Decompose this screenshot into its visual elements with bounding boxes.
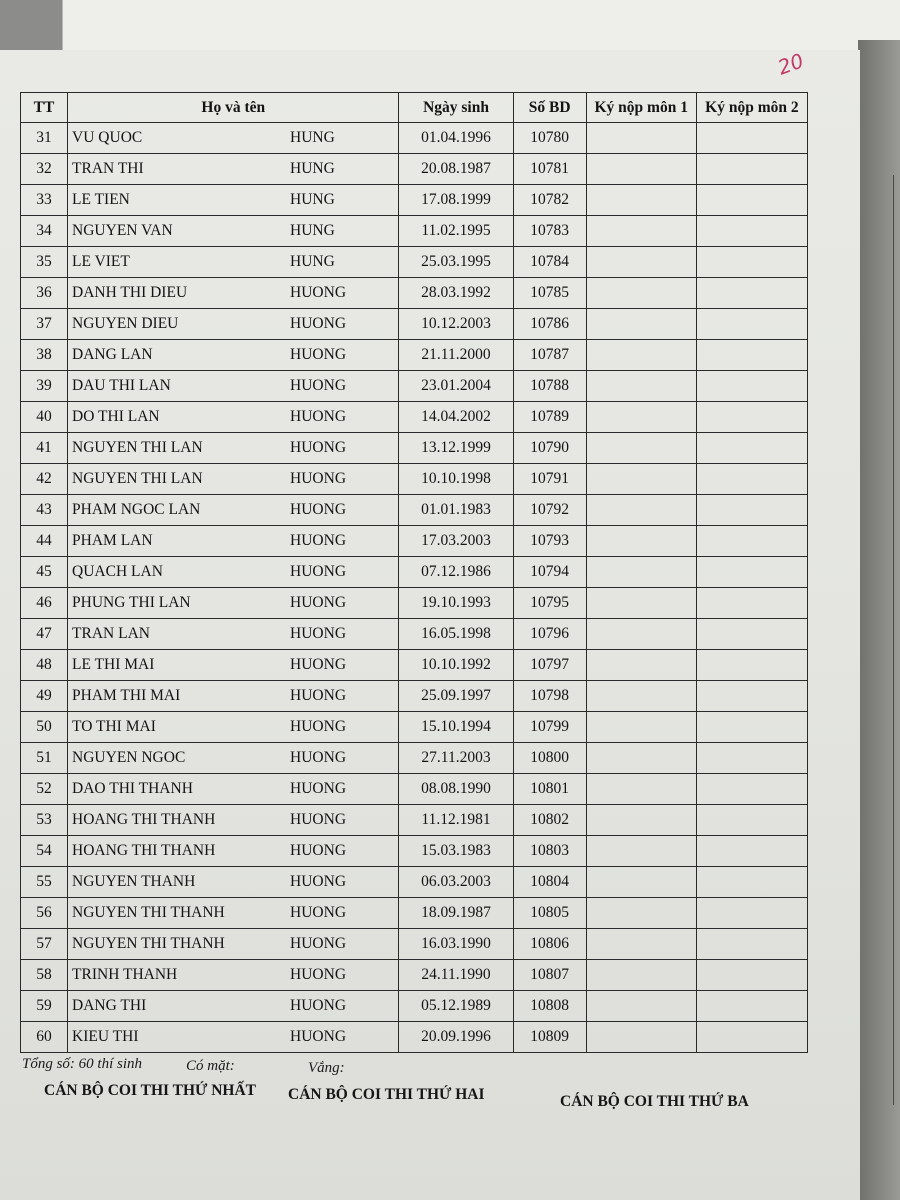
row-name <box>68 216 399 247</box>
row-tt: 47 <box>21 619 68 650</box>
row-tt: 44 <box>21 526 68 557</box>
row-tt: 48 <box>21 650 68 681</box>
table-row <box>21 154 808 185</box>
row-sign-subject-1[interactable] <box>586 805 696 836</box>
row-surname: TRAN THI <box>72 160 144 177</box>
row-given-name: HUONG <box>290 315 347 332</box>
row-tt: 42 <box>21 464 68 495</box>
row-given-name: HUONG <box>290 532 347 549</box>
row-name <box>68 185 399 216</box>
row-given-name: HUONG <box>290 625 347 642</box>
row-sign-subject-1[interactable] <box>586 433 696 464</box>
row-tt: 49 <box>21 681 68 712</box>
row-name <box>68 526 399 557</box>
row-sign-subject-2[interactable] <box>696 588 807 619</box>
row-surname: PHUNG THI LAN <box>72 594 191 611</box>
row-dob: 08.08.1990 <box>399 774 513 805</box>
row-dob: 19.10.1993 <box>399 588 513 619</box>
row-tt: 60 <box>21 1022 68 1053</box>
row-tt: 50 <box>21 712 68 743</box>
header-sign-subject-2: Ký nộp môn 2 <box>696 93 807 123</box>
row-given-name: HUONG <box>290 594 347 611</box>
row-sbd: 10798 <box>513 681 586 712</box>
row-sign-subject-2[interactable] <box>696 309 807 340</box>
row-surname: DO THI LAN <box>72 408 160 425</box>
row-name <box>68 805 399 836</box>
row-given-name: HUNG <box>290 191 335 208</box>
row-surname: VU QUOC <box>72 129 143 146</box>
row-tt: 58 <box>21 960 68 991</box>
row-tt: 33 <box>21 185 68 216</box>
row-tt: 31 <box>21 123 68 154</box>
row-sign-subject-2[interactable] <box>696 278 807 309</box>
row-dob: 14.04.2002 <box>399 402 513 433</box>
table-row <box>21 216 808 247</box>
row-name <box>68 960 399 991</box>
row-name <box>68 371 399 402</box>
row-name <box>68 433 399 464</box>
row-given-name: HUNG <box>290 129 335 146</box>
row-surname: NGUYEN THI LAN <box>72 439 203 456</box>
row-sign-subject-2[interactable] <box>696 247 807 278</box>
row-sbd: 10786 <box>513 309 586 340</box>
row-sign-subject-2[interactable] <box>696 619 807 650</box>
row-sbd: 10800 <box>513 743 586 774</box>
row-name <box>68 247 399 278</box>
row-dob: 28.03.1992 <box>399 278 513 309</box>
row-dob: 23.01.2004 <box>399 371 513 402</box>
row-tt: 36 <box>21 278 68 309</box>
row-sign-subject-2[interactable] <box>696 154 807 185</box>
table-row <box>21 929 808 960</box>
row-tt: 55 <box>21 867 68 898</box>
row-dob: 13.12.1999 <box>399 433 513 464</box>
row-tt: 38 <box>21 340 68 371</box>
row-given-name: HUONG <box>290 780 347 797</box>
row-sign-subject-2[interactable] <box>696 216 807 247</box>
row-sign-subject-1[interactable] <box>586 123 696 154</box>
row-sbd: 10804 <box>513 867 586 898</box>
row-sign-subject-2[interactable] <box>696 681 807 712</box>
row-sbd: 10781 <box>513 154 586 185</box>
table-row <box>21 402 808 433</box>
row-surname: NGUYEN THI THANH <box>72 904 225 921</box>
row-sign-subject-2[interactable] <box>696 464 807 495</box>
row-dob: 17.08.1999 <box>399 185 513 216</box>
row-name <box>68 588 399 619</box>
row-name <box>68 402 399 433</box>
row-surname: PHAM LAN <box>72 532 153 549</box>
row-given-name: HUONG <box>290 873 347 890</box>
row-sign-subject-1[interactable] <box>586 557 696 588</box>
row-given-name: HUONG <box>290 656 347 673</box>
row-surname: NGUYEN DIEU <box>72 315 179 332</box>
table-row <box>21 464 808 495</box>
row-sign-subject-1[interactable] <box>586 836 696 867</box>
row-given-name: HUNG <box>290 160 335 177</box>
table-row <box>21 991 808 1022</box>
header-tt: TT <box>21 93 68 123</box>
table-row <box>21 340 808 371</box>
row-name <box>68 743 399 774</box>
row-dob: 06.03.2003 <box>399 867 513 898</box>
row-dob: 15.03.1983 <box>399 836 513 867</box>
table-row <box>21 650 808 681</box>
row-sign-subject-2[interactable] <box>696 557 807 588</box>
row-sbd: 10809 <box>513 1022 586 1053</box>
row-surname: TRINH THANH <box>72 966 178 983</box>
row-surname: HOANG THI THANH <box>72 811 216 828</box>
row-surname: PHAM NGOC LAN <box>72 501 201 518</box>
row-sign-subject-1[interactable] <box>586 681 696 712</box>
row-sign-subject-1[interactable] <box>586 743 696 774</box>
table-row <box>21 123 808 154</box>
row-sign-subject-2[interactable] <box>696 123 807 154</box>
row-name <box>68 712 399 743</box>
row-name <box>68 929 399 960</box>
row-sign-subject-1[interactable] <box>586 495 696 526</box>
row-dob: 25.09.1997 <box>399 681 513 712</box>
row-given-name: HUONG <box>290 687 347 704</box>
row-dob: 17.03.2003 <box>399 526 513 557</box>
row-given-name: HUONG <box>290 811 347 828</box>
row-given-name: HUONG <box>290 749 347 766</box>
table-header-row <box>21 93 808 123</box>
row-sbd: 10807 <box>513 960 586 991</box>
table-row <box>21 588 808 619</box>
row-sign-subject-2[interactable] <box>696 991 807 1022</box>
row-sign-subject-1[interactable] <box>586 650 696 681</box>
header-sbd: Số BD <box>513 93 586 123</box>
row-name <box>68 774 399 805</box>
table-row <box>21 619 808 650</box>
row-sign-subject-2[interactable] <box>696 402 807 433</box>
row-name <box>68 898 399 929</box>
row-surname: QUACH LAN <box>72 563 163 580</box>
row-given-name: HUONG <box>290 935 347 952</box>
row-sign-subject-1[interactable] <box>586 185 696 216</box>
row-sign-subject-2[interactable] <box>696 836 807 867</box>
row-sign-subject-1[interactable] <box>586 867 696 898</box>
row-name <box>68 123 399 154</box>
row-sbd: 10797 <box>513 650 586 681</box>
row-sbd: 10795 <box>513 588 586 619</box>
row-name <box>68 650 399 681</box>
row-surname: LE TIEN <box>72 191 130 208</box>
background-paper-top <box>62 0 900 52</box>
row-tt: 35 <box>21 247 68 278</box>
row-dob: 15.10.1994 <box>399 712 513 743</box>
row-given-name: HUONG <box>290 1028 347 1045</box>
row-given-name: HUONG <box>290 408 347 425</box>
row-surname: LE VIET <box>72 253 130 270</box>
row-surname: DANG LAN <box>72 346 153 363</box>
row-name <box>68 278 399 309</box>
row-surname: NGUYEN NGOC <box>72 749 186 766</box>
row-sign-subject-1[interactable] <box>586 216 696 247</box>
row-given-name: HUONG <box>290 842 347 859</box>
row-sign-subject-1[interactable] <box>586 526 696 557</box>
signer-2-title: CÁN BỘ COI THI THỨ HAI <box>288 1086 485 1103</box>
row-sign-subject-2[interactable] <box>696 805 807 836</box>
row-tt: 37 <box>21 309 68 340</box>
row-sign-subject-2[interactable] <box>696 1022 807 1053</box>
row-name <box>68 619 399 650</box>
row-tt: 32 <box>21 154 68 185</box>
table-row <box>21 836 808 867</box>
row-given-name: HUONG <box>290 997 347 1014</box>
table-row <box>21 1022 808 1053</box>
row-sign-subject-1[interactable] <box>586 929 696 960</box>
row-sign-subject-1[interactable] <box>586 898 696 929</box>
row-sbd: 10789 <box>513 402 586 433</box>
table-row <box>21 371 808 402</box>
row-sbd: 10794 <box>513 557 586 588</box>
table-row <box>21 960 808 991</box>
row-surname: NGUYEN VAN <box>72 222 173 239</box>
row-given-name: HUONG <box>290 501 347 518</box>
handwritten-page-mark: 20 <box>774 48 807 80</box>
row-name <box>68 681 399 712</box>
present-label: Có mặt: <box>186 1058 235 1074</box>
row-dob: 20.08.1987 <box>399 154 513 185</box>
table-row <box>21 712 808 743</box>
row-surname: DANH THI DIEU <box>72 284 188 301</box>
row-sbd: 10783 <box>513 216 586 247</box>
row-sign-subject-2[interactable] <box>696 526 807 557</box>
row-tt: 57 <box>21 929 68 960</box>
table-row <box>21 495 808 526</box>
signer-1-title: CÁN BỘ COI THI THỨ NHẤT <box>44 1082 257 1099</box>
row-dob: 21.11.2000 <box>399 340 513 371</box>
row-sbd: 10790 <box>513 433 586 464</box>
row-sign-subject-1[interactable] <box>586 402 696 433</box>
row-sign-subject-1[interactable] <box>586 588 696 619</box>
row-surname: TRAN LAN <box>72 625 150 642</box>
row-surname: KIEU THI <box>72 1028 139 1045</box>
row-tt: 56 <box>21 898 68 929</box>
row-sbd: 10792 <box>513 495 586 526</box>
row-sign-subject-2[interactable] <box>696 743 807 774</box>
row-tt: 43 <box>21 495 68 526</box>
header-name: Họ và tên <box>68 93 399 123</box>
row-sbd: 10780 <box>513 123 586 154</box>
row-sbd: 10793 <box>513 526 586 557</box>
row-sbd: 10802 <box>513 805 586 836</box>
row-sign-subject-2[interactable] <box>696 185 807 216</box>
row-dob: 20.09.1996 <box>399 1022 513 1053</box>
table-row <box>21 433 808 464</box>
table-row <box>21 774 808 805</box>
row-tt: 54 <box>21 836 68 867</box>
row-name <box>68 464 399 495</box>
row-sbd: 10787 <box>513 340 586 371</box>
row-surname: NGUYEN THANH <box>72 873 196 890</box>
table-row <box>21 681 808 712</box>
row-sbd: 10784 <box>513 247 586 278</box>
row-given-name: HUONG <box>290 346 347 363</box>
row-surname: HOANG THI THANH <box>72 842 216 859</box>
row-sign-subject-2[interactable] <box>696 712 807 743</box>
row-name <box>68 154 399 185</box>
row-dob: 25.03.1995 <box>399 247 513 278</box>
row-tt: 39 <box>21 371 68 402</box>
row-sign-subject-1[interactable] <box>586 619 696 650</box>
row-sign-subject-1[interactable] <box>586 278 696 309</box>
table-row <box>21 185 808 216</box>
row-given-name: HUONG <box>290 470 347 487</box>
row-dob: 01.04.1996 <box>399 123 513 154</box>
header-sign-subject-1: Ký nộp môn 1 <box>586 93 696 123</box>
row-dob: 05.12.1989 <box>399 991 513 1022</box>
row-tt: 45 <box>21 557 68 588</box>
row-name <box>68 991 399 1022</box>
row-given-name: HUONG <box>290 284 347 301</box>
background-sheet-edge <box>893 175 900 1105</box>
row-sbd: 10805 <box>513 898 586 929</box>
row-dob: 16.03.1990 <box>399 929 513 960</box>
row-dob: 07.12.1986 <box>399 557 513 588</box>
row-tt: 34 <box>21 216 68 247</box>
row-sign-subject-2[interactable] <box>696 371 807 402</box>
table-row <box>21 805 808 836</box>
row-name <box>68 867 399 898</box>
row-given-name: HUONG <box>290 904 347 921</box>
row-tt: 52 <box>21 774 68 805</box>
signer-3-title: CÁN BỘ COI THI THỨ BA <box>560 1093 749 1110</box>
row-sign-subject-2[interactable] <box>696 340 807 371</box>
row-sign-subject-1[interactable] <box>586 154 696 185</box>
row-sbd: 10808 <box>513 991 586 1022</box>
row-surname: DANG THI <box>72 997 147 1014</box>
row-sbd: 10801 <box>513 774 586 805</box>
row-given-name: HUNG <box>290 253 335 270</box>
row-name <box>68 1022 399 1053</box>
row-surname: TO THI MAI <box>72 718 156 735</box>
row-dob: 18.09.1987 <box>399 898 513 929</box>
row-sbd: 10788 <box>513 371 586 402</box>
row-dob: 16.05.1998 <box>399 619 513 650</box>
row-sign-subject-1[interactable] <box>586 371 696 402</box>
absent-label: Vắng: <box>308 1060 345 1076</box>
row-sign-subject-1[interactable] <box>586 712 696 743</box>
table-body <box>21 123 808 1053</box>
row-tt: 40 <box>21 402 68 433</box>
row-sign-subject-1[interactable] <box>586 247 696 278</box>
row-sbd: 10806 <box>513 929 586 960</box>
row-surname: DAO THI THANH <box>72 780 193 797</box>
row-sign-subject-2[interactable] <box>696 929 807 960</box>
row-surname: NGUYEN THI THANH <box>72 935 225 952</box>
row-name <box>68 309 399 340</box>
row-name <box>68 557 399 588</box>
row-name <box>68 495 399 526</box>
row-given-name: HUONG <box>290 563 347 580</box>
row-sign-subject-1[interactable] <box>586 774 696 805</box>
row-sbd: 10799 <box>513 712 586 743</box>
row-sbd: 10785 <box>513 278 586 309</box>
row-surname: NGUYEN THI LAN <box>72 470 203 487</box>
row-given-name: HUONG <box>290 966 347 983</box>
row-sign-subject-2[interactable] <box>696 650 807 681</box>
row-sign-subject-2[interactable] <box>696 898 807 929</box>
row-given-name: HUNG <box>290 222 335 239</box>
table-row <box>21 743 808 774</box>
row-dob: 24.11.1990 <box>399 960 513 991</box>
row-surname: DAU THI LAN <box>72 377 171 394</box>
row-dob: 11.12.1981 <box>399 805 513 836</box>
table-row <box>21 278 808 309</box>
row-sign-subject-1[interactable] <box>586 1022 696 1053</box>
row-sign-subject-1[interactable] <box>586 340 696 371</box>
row-tt: 59 <box>21 991 68 1022</box>
row-sign-subject-2[interactable] <box>696 433 807 464</box>
row-dob: 11.02.1995 <box>399 216 513 247</box>
row-sbd: 10796 <box>513 619 586 650</box>
row-surname: PHAM THI MAI <box>72 687 181 704</box>
table-row <box>21 898 808 929</box>
header-dob: Ngày sinh <box>399 93 513 123</box>
row-tt: 51 <box>21 743 68 774</box>
table-row <box>21 867 808 898</box>
row-sign-subject-1[interactable] <box>586 991 696 1022</box>
row-given-name: HUONG <box>290 718 347 735</box>
row-tt: 53 <box>21 805 68 836</box>
row-dob: 27.11.2003 <box>399 743 513 774</box>
row-name <box>68 836 399 867</box>
row-dob: 10.10.1998 <box>399 464 513 495</box>
row-given-name: HUONG <box>290 439 347 456</box>
row-name <box>68 340 399 371</box>
row-surname: LE THI MAI <box>72 656 155 673</box>
row-sign-subject-1[interactable] <box>586 464 696 495</box>
table-row <box>21 526 808 557</box>
row-tt: 41 <box>21 433 68 464</box>
row-sign-subject-1[interactable] <box>586 960 696 991</box>
exam-roster-table <box>20 92 808 1053</box>
row-sign-subject-1[interactable] <box>586 309 696 340</box>
row-dob: 10.10.1992 <box>399 650 513 681</box>
row-sbd: 10803 <box>513 836 586 867</box>
row-sign-subject-2[interactable] <box>696 867 807 898</box>
row-sbd: 10791 <box>513 464 586 495</box>
total-count: Tổng số: 60 thí sinh <box>22 1056 143 1072</box>
row-dob: 10.12.2003 <box>399 309 513 340</box>
row-sign-subject-2[interactable] <box>696 774 807 805</box>
row-sbd: 10782 <box>513 185 586 216</box>
table-row <box>21 247 808 278</box>
row-dob: 01.01.1983 <box>399 495 513 526</box>
table-row <box>21 309 808 340</box>
table-row <box>21 557 808 588</box>
row-sign-subject-2[interactable] <box>696 495 807 526</box>
row-sign-subject-2[interactable] <box>696 960 807 991</box>
row-tt: 46 <box>21 588 68 619</box>
row-given-name: HUONG <box>290 377 347 394</box>
